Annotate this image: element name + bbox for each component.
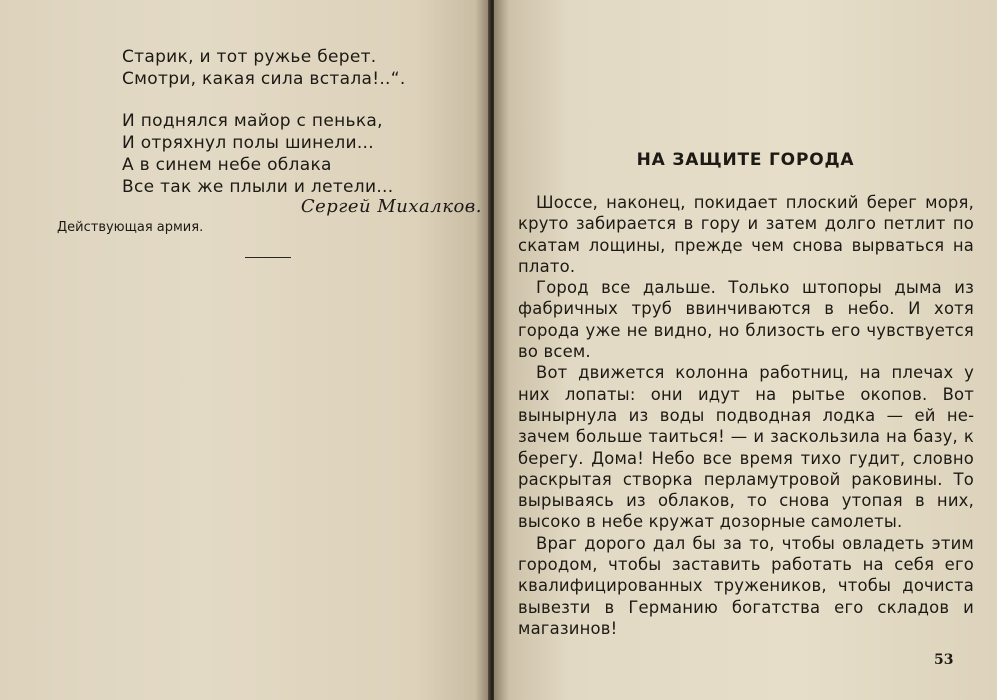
- poem-line: Смотри, какая сила встала!..“.: [122, 69, 406, 89]
- page-number: 53: [934, 652, 954, 668]
- section-divider: [245, 257, 291, 258]
- chapter-heading: НА ЗАЩИТЕ ГОРОДА: [636, 150, 855, 170]
- left-page: [0, 0, 490, 700]
- poem-line: А в синем небе облака: [122, 155, 332, 175]
- poem: [122, 46, 482, 218]
- source-note: Действующая армия.: [57, 220, 204, 235]
- right-page: [494, 0, 997, 700]
- paragraph: Шоссе, наконец, покидает плоский берег моря, круто забирается в гору и затем долго петлит по скатам лощины, прежде чем снова вырваться на плато.: [518, 193, 974, 276]
- paragraph: Город все дальше. Только штопоры дыма из фабричных труб ввинчиваются в небо. И хотя города уже не видно, но близость его чувствуется во всем.: [518, 278, 974, 362]
- poem-stanza: [122, 110, 482, 198]
- poem-line: Старик, и тот ружье берет.: [122, 47, 377, 67]
- poem-stanza: [122, 46, 482, 90]
- poem-line: Все так же плыли и летели...: [122, 177, 394, 197]
- paragraph: Вот движется колонна работниц, на плечах у них лопаты: они идут на рытье окопов. Вот вынырнула из воды подводная лодка — ей незачем больше таиться! — и заскользила на базу, к берегу. Дома! Небо все время тихо гудит, словно раскрытая створка перламутровой раковины. То вырываясь из облаков, то снова утопая в них, высоко в небе кружат дозорные самолеты.: [518, 363, 974, 532]
- poem-author: Сергей Михалков.: [300, 196, 482, 217]
- poem-line: И отряхнул полы шинели...: [122, 133, 374, 153]
- chapter-body: [518, 192, 974, 639]
- paragraph: Враг дорого дал бы за то, чтобы овладеть этим городом, чтобы заставить работать на себя его квалифицированных тружеников, чтобы дочиста вывезти в Германию богатства его складов и магазинов!: [518, 533, 974, 638]
- poem-line: И поднялся майор с пенька,: [122, 111, 383, 131]
